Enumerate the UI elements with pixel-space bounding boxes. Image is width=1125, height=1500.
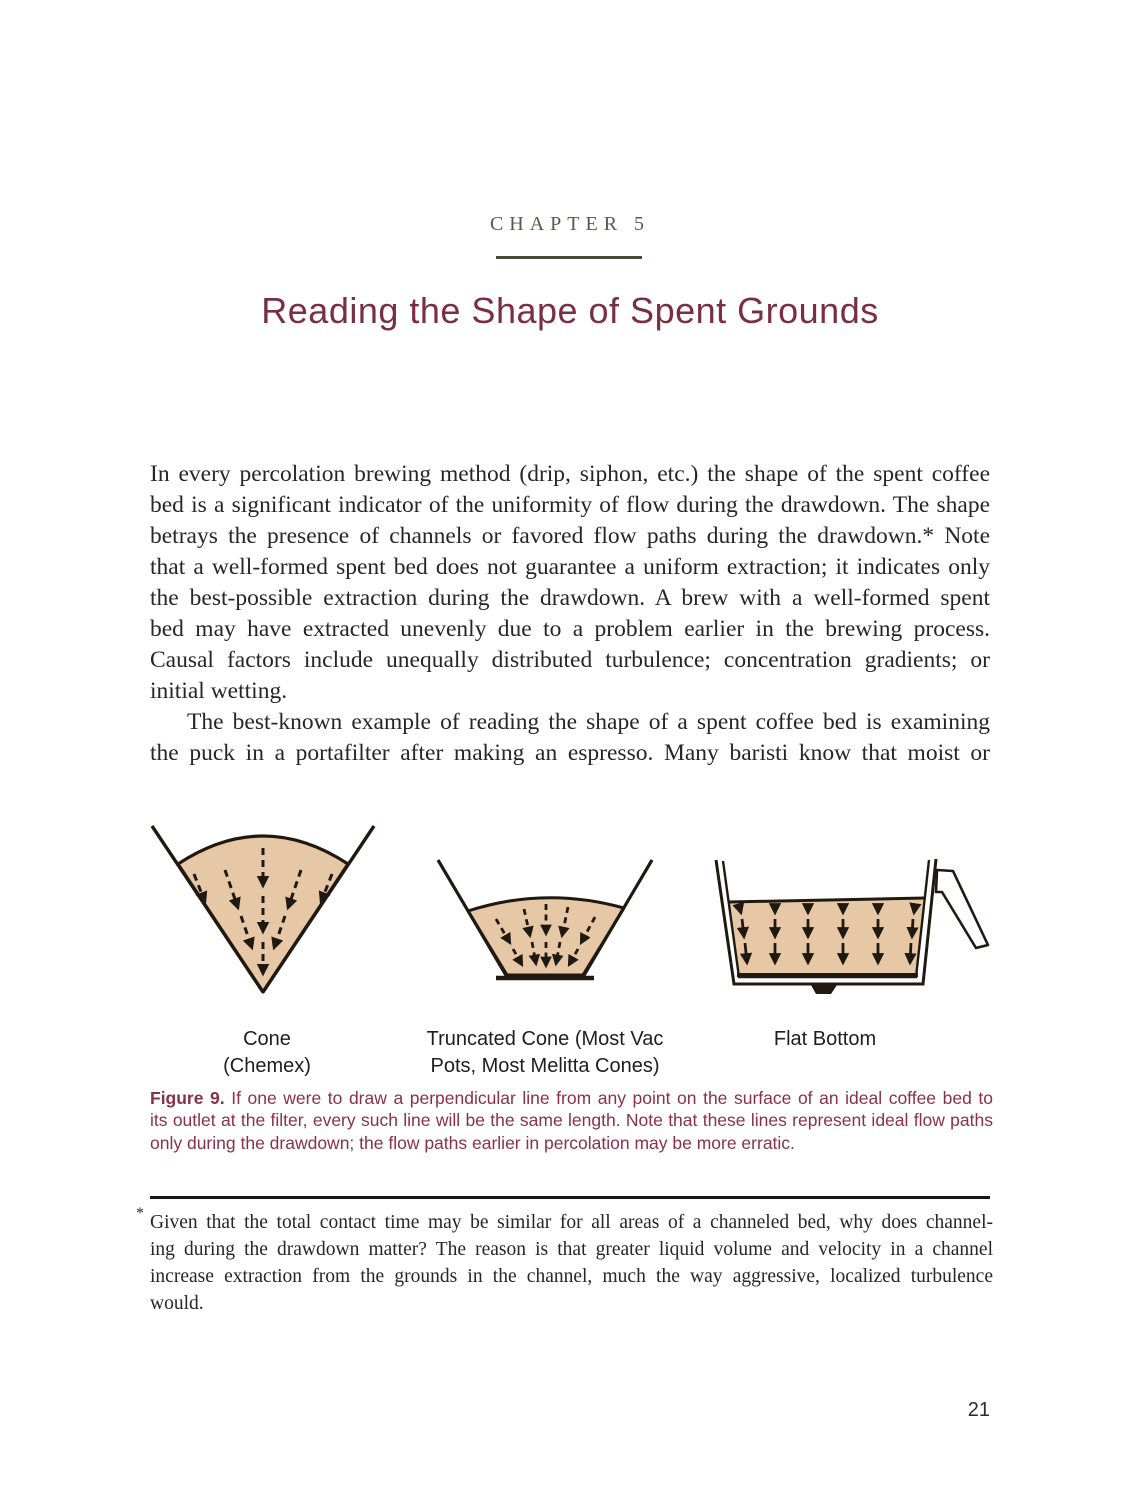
caption-line: only during the drawdown; the flow paths earlier in percolation may be more erratic. xyxy=(150,1132,795,1153)
page-title: Reading the Shape of Spent Grounds xyxy=(261,290,879,331)
page-number: 21 xyxy=(967,1399,990,1421)
body-line: the best-possible extraction during the drawdown. A brew with a well-formed spent xyxy=(150,585,990,611)
figure-caption-label: Figure 9. xyxy=(150,1088,225,1108)
body-line: bed may have extracted unevenly due to a problem earlier in the brewing process. xyxy=(150,616,990,642)
body-line: betrays the presence of channels or favored flow paths during the drawdown.* Note xyxy=(150,523,990,549)
cone-funnel-diagram xyxy=(146,820,380,1000)
outlet-nub xyxy=(811,985,837,994)
diagram-label-cone: Cone (Chemex) xyxy=(223,1028,311,1077)
footnote-line: Given that the total contact time may be similar for all areas of a channeled bed, why does channel- xyxy=(150,1212,993,1233)
drain-spout xyxy=(936,870,988,948)
footnote-divider-rule xyxy=(150,1196,990,1199)
footnote-line: would. xyxy=(150,1293,204,1314)
body-line: that a well-formed spent bed does not guarantee a uniform extraction; it indicates only xyxy=(150,554,990,580)
body-text xyxy=(150,459,990,769)
body-line: initial wetting. xyxy=(150,678,288,704)
chapter-heading: CHAPTER 5 xyxy=(489,213,651,235)
chapter-divider-rule xyxy=(496,256,642,259)
diagram-label-truncated-cone: Truncated Cone (Most Vac Pots, Most Melitta Cones) xyxy=(426,1028,664,1077)
caption-line: its outlet at the filter, every such line will be the same length. Note that these lines represent ideal flow paths xyxy=(150,1110,993,1131)
coffee-bed-shape xyxy=(729,898,925,974)
footnote-line: ing during the drawdown matter? The reason is that greater liquid volume and velocity in a channel xyxy=(150,1239,993,1260)
truncated-cone-diagram xyxy=(430,856,660,986)
body-line: bed is a significant indicator of the uniformity of flow during the drawdown. The shape xyxy=(150,492,990,518)
body-line: the puck in a portafilter after making an espresso. Many baristi know that moist or xyxy=(150,740,990,766)
footnote xyxy=(136,1205,993,1317)
diagram-label-flat-bottom: Flat Bottom xyxy=(773,1028,877,1050)
caption-line: Figure 9. If one were to draw a perpendicular line from any point on the surface of an ideal coffee bed to xyxy=(150,1088,993,1108)
figure-caption xyxy=(150,1087,993,1154)
footnote-asterisk-marker: * xyxy=(136,1205,144,1222)
body-line: In every percolation brewing method (drip, siphon, etc.) the shape of the spent coffee xyxy=(150,461,990,487)
footnote-line: increase extraction from the grounds in the channel, much the way aggressive, localized turbulence xyxy=(150,1266,993,1287)
body-line: The best-known example of reading the shape of a spent coffee bed is examining xyxy=(187,709,990,735)
flat-bottom-basket-diagram xyxy=(710,856,995,996)
body-line: Causal factors include unequally distributed turbulence; concentration gradients; or xyxy=(150,647,990,673)
